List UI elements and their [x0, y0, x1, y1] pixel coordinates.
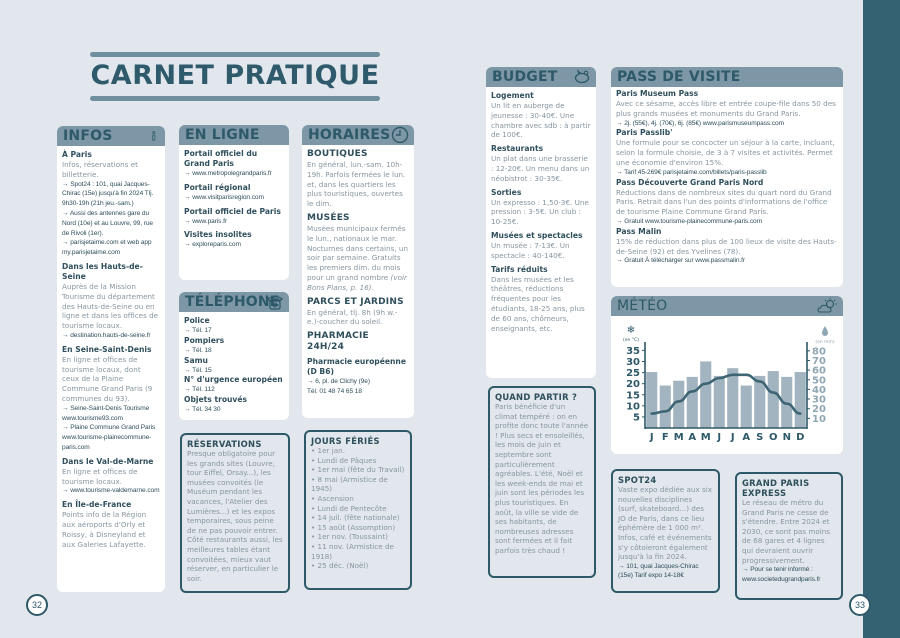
pass-visite-body [611, 87, 843, 270]
infos-link[interactable]: → Seine-Saint-Denis Tourisme www.tourisme93.com [62, 404, 150, 422]
precip-bar [768, 371, 779, 428]
meteo-title: MÉTÉO [617, 298, 668, 314]
holiday-label: 14 juil. (fête nationale) [317, 513, 400, 523]
month-label: J [730, 432, 735, 443]
horaires-header [302, 125, 414, 145]
phone-number[interactable]: → Tél. 17 [184, 327, 212, 334]
pass-link[interactable]: → Tarif 45-269€ parisjetaime.com/billets/paris-passlib [616, 168, 767, 176]
pass-visite-header [611, 67, 843, 87]
holiday-item: • 1er mai (fête du Travail) [311, 465, 405, 475]
month-label: D [796, 432, 805, 443]
quand-partir-title: QUAND PARTIR ? [495, 392, 578, 402]
holiday-item: • 11 nov. (Armistice de 1918) [311, 541, 394, 561]
holiday-label: Ascension [317, 493, 354, 503]
en-ligne-body [179, 145, 289, 254]
pass-text: Une formule pour se concocter un séjour à la carte, incluant, selon la formule choisie, de 3 à 7 visites et activités. Permet une économie d'environ 15%. [616, 138, 835, 167]
jours-feries-list [311, 446, 405, 571]
budget-section-title: Tarifs réduits [491, 264, 548, 274]
horaires-section-text: En général, lun.-sam. 10h-19h. Parfois fermées le lun. et, dans les quartiers les plus touristiques, ouvertes le dim. [307, 160, 406, 209]
rain-drop-icon [822, 326, 828, 336]
month-label: O [768, 432, 778, 443]
infos-body [57, 146, 165, 553]
horaires-section-title: PHARMACIE 24H/24 [307, 331, 369, 353]
infos-link[interactable]: → Plaine Commune Grand Paris www.tourisme-plainecommune-paris.com [62, 424, 156, 451]
right-tick-label: 60 [812, 365, 826, 377]
month-label: A [688, 432, 697, 443]
pass-text: 15% de réduction dans plus de 100 lieux de visite des Hauts-de-Seine (92) et des Yvelines (78). [616, 236, 837, 256]
budget-section-title: Logement [491, 91, 534, 100]
right-tick-label: 20 [812, 404, 826, 416]
pharmacy-link[interactable]: → 6, pl. de Clichy (9e) [307, 378, 370, 386]
clock-icon [391, 126, 409, 144]
telephone-title: TÉLÉPHONE [185, 294, 280, 310]
snowflake-icon: ❄ [626, 325, 636, 336]
grand-paris-express-title: GRAND PARIS EXPRESS [742, 478, 810, 498]
holiday-label: 1er nov. (Toussaint) [317, 532, 388, 542]
page-title-block [90, 52, 380, 101]
month-label: A [742, 432, 751, 443]
holiday-item: • Lundi de Pentecôte [311, 503, 387, 513]
budget-title: BUDGET [492, 69, 558, 85]
left-tick-label: 15 [626, 390, 640, 402]
en-ligne-card [179, 125, 289, 280]
phone-number[interactable]: → Tél. 15 [184, 366, 212, 374]
en-ligne-header [179, 125, 289, 145]
precip-bar [660, 386, 671, 428]
climate-chart [611, 316, 843, 443]
holiday-label: 15 août (Assomption) [317, 522, 396, 532]
grand-paris-express-text: Le réseau de métro du Grand Paris ne cesse de s'étendre. Entre 2024 et 2030, ce sont pas moins de 68 gares et 4 lignes qui devraient ouvrir progressivement. [742, 498, 831, 565]
infos-link[interactable]: → Spot24 : 101, quai Jacques-Chirac (15e) jusqu'à fin 2024 Tlj. 9h30-19h (21h jeu.-sam.) [62, 180, 154, 208]
info-icon [151, 127, 161, 145]
holiday-label: Lundi de Pâques [317, 455, 377, 465]
left-tick-label: 30 [626, 357, 640, 369]
infos-section-text: Infos, réservations et billetterie. [62, 160, 138, 179]
title-rule-bottom [90, 96, 380, 101]
infos-card [57, 126, 165, 592]
pass-visite-title: PASS DE VISITE [617, 69, 741, 85]
pass-title: Pass Malin [616, 226, 662, 236]
right-tick-label: 30 [812, 394, 826, 406]
infos-section-title: Dans le Val-de-Marne [62, 456, 154, 466]
budget-section-title: Restaurants [491, 144, 544, 154]
pass-text: Réductions dans de nombreux sites du quart nord du Grand Paris. Retrait dans l'un des points d'informations de l'office de tourisme Plaine Commune Grand Paris. [616, 187, 832, 217]
right-tick-label: 40 [812, 384, 826, 396]
jours-feries-box [304, 430, 412, 590]
holiday-label: Lundi de Pentecôte [317, 503, 387, 513]
en-ligne-item-title: Portail officiel de Paris [184, 206, 281, 216]
holiday-label: 25 déc. (Noël) [317, 561, 369, 571]
meteo-header [611, 296, 843, 316]
page-number-right: 33 [849, 594, 871, 616]
precip-bar [727, 368, 738, 428]
phone-label: N° d'urgence européen [184, 375, 283, 385]
phone-number[interactable]: → Tél. 34 30 [184, 406, 221, 414]
left-tick-label: 20 [626, 379, 640, 391]
infos-link[interactable]: → www.tourisme-valdemarne.com [62, 487, 160, 495]
budget-card [486, 67, 596, 378]
budget-section-text: Un plat dans une brasserie : 12-20€. Un menu dans un néobistrot : 30-35€. [491, 154, 590, 183]
pass-link[interactable]: → 2j. (55€), 4j. (70€), 6j. (85€) www.parismuseumpass.com [616, 119, 784, 127]
pharmacy-name: Pharmacie européenne (D B6) [307, 357, 406, 377]
month-label: S [756, 432, 764, 443]
left-axis-unit: (en °C) [623, 338, 639, 343]
spot24-box [611, 469, 720, 593]
budget-body [486, 87, 596, 337]
horaires-section-note: (voir Bons Plans, p. 16). [307, 272, 407, 292]
infos-section-title: Dans les Hauts-de-Seine [62, 261, 143, 281]
en-ligne-link[interactable]: → www.visitparisregion.com [184, 193, 264, 201]
right-tick-label: 50 [812, 375, 826, 387]
pharmacy-link[interactable]: Tél. 01 48 74 65 18 [307, 387, 362, 395]
infos-link[interactable]: → destination.hauts-de-seine.fr [62, 331, 151, 339]
budget-section-text: Dans les musées et les théâtres, réductions fréquentes pour les étudiants, 18-25 ans, plus de 60 ans, chômeurs, enseignants, etc. [491, 274, 585, 333]
pass-title: Paris Passlib' [616, 128, 673, 138]
horaires-section-title: MUSÉES [307, 212, 350, 223]
month-label: M [673, 432, 684, 443]
pass-title: Pass Découverte Grand Paris Nord [616, 177, 764, 187]
grand-paris-express-link[interactable]: → Pour se tenir informé : www.societedugrandparis.fr [742, 566, 821, 583]
month-label: J [649, 432, 654, 443]
budget-section-text: Un musée : 7-13€. Un spectacle : 40-140€. [491, 240, 570, 260]
climate-chart-svg [611, 316, 843, 454]
horaires-section-text: Musées municipaux fermés le lun., nationaux le mar. Nocturnes dans certains, un soir par semaine. Gratuits les premiers dim. du mois pour un grand nombre (voir Bons Plans, p. 16). [307, 223, 409, 292]
infos-section-text: Points info de la Région aux aéroports d'Orly et Roissy, à Disneyland et aux Galeries Lafayette. [62, 510, 147, 549]
right-tick-label: 70 [812, 355, 826, 367]
en-ligne-item-title: Portail officiel du Grand Paris [184, 149, 258, 168]
budget-section-text: Un lit en auberge de jeunesse : 30-40€. Une chambre avec sdb : à partir de 100€. [491, 101, 591, 140]
horaires-body [302, 145, 414, 401]
infos-title: INFOS [63, 128, 113, 144]
page-number-left: 32 [26, 594, 48, 616]
telephone-icon [266, 293, 284, 311]
reservations-box [180, 433, 290, 593]
phone-number[interactable]: → Tél. 18 [184, 346, 212, 354]
month-label: M [700, 432, 711, 443]
month-label: J [717, 432, 722, 443]
holiday-item: • 8 mai (Armistice de 1945) [311, 474, 388, 494]
telephone-header [179, 292, 289, 312]
en-ligne-link[interactable]: → www.metropolegrandparis.fr [184, 170, 272, 177]
infos-section-title: En Seine-Saint-Denis [62, 344, 152, 354]
right-tick-label: 80 [812, 346, 826, 358]
quand-partir-box [488, 386, 596, 578]
holiday-item: • 1er nov. (Toussaint) [311, 532, 388, 542]
phone-label: Samu [184, 355, 208, 365]
page-title: CARNET PRATIQUE [90, 60, 380, 91]
left-tick-label: 10 [626, 401, 640, 413]
holiday-item: • Lundi de Pâques [311, 455, 377, 465]
budget-header [486, 67, 596, 87]
spot24-title: SPOT24 [618, 475, 657, 485]
en-ligne-item-title: Portail régional [184, 182, 251, 192]
phone-label: Pompiers [184, 335, 225, 345]
horaires-title: HORAIRES [308, 127, 391, 143]
infos-link[interactable]: → Aussi des antennes gare du Nord (10e) et au Louvre, 99, rue de Rivoli (1er). [62, 209, 153, 237]
budget-section-title: Musées et spectacles [491, 230, 583, 240]
precip-bar [646, 372, 657, 428]
right-axis-unit: (en mm) [815, 340, 835, 345]
left-tick-label: 35 [626, 345, 640, 357]
title-rule-top [90, 52, 380, 57]
holiday-label: 8 mai (Armistice de 1945) [311, 474, 388, 494]
telephone-body [179, 312, 289, 419]
phone-label: Police [184, 316, 210, 325]
holiday-label: 1er mai (fête du Travail) [317, 465, 405, 475]
budget-section-title: Sorties [491, 187, 522, 197]
phone-number[interactable]: → Tél. 112 [184, 386, 215, 394]
phone-label: Objets trouvés [184, 395, 248, 405]
infos-section-title: En Île-de-France [62, 500, 132, 510]
quand-partir-text: Paris bénéficie d'un climat tempéré : on en profite donc toute l'année ! Plus secs et ensoleillés, les mois de juin et septembre sont particulièrement agréables. L'été, Noël et les week-ends de mai et juin sont les périodes les plus touristiques. En août, la ville se vide de ses habitants, de nombreuses adresses sont fermées et il fait parfois très chaud ! [495, 402, 589, 555]
infos-section-text: En ligne et offices de tourisme locaux, dont ceux de la Plaine Commune Grand Paris (9 communes du 93). [62, 354, 153, 403]
jours-feries-title: JOURS FÉRIÉS [311, 436, 380, 446]
horaires-section-title: PARCS ET JARDINS [307, 296, 404, 307]
precip-bar [714, 376, 725, 428]
pass-link[interactable]: → Gratuit À télécharger sur www.passmalin.fr [616, 257, 745, 265]
holiday-item: • 25 déc. (Noël) [311, 561, 369, 571]
infos-section-title: À Paris [62, 150, 92, 159]
meteo-card [611, 296, 843, 454]
cloud-sun-icon [816, 297, 838, 315]
month-label: F [661, 432, 669, 443]
pass-link[interactable]: → Gratuit www.tourisme-plainecommune-paris.com [616, 217, 763, 225]
horaires-card [302, 125, 414, 418]
page-spine [863, 0, 900, 638]
reservations-text: Presque obligatoire pour les grands sites (Louvre, tour Eiffel, Orsay...), les musées convoités (le Muséum pendant les vacances, l'Atelier des Lumières...) et les expos temporaires, sous peine de ne pas pouvoir entrer. Côté restaurants aussi, les meilleures tables étant convoitées, mieux vaut réserver, en particulier le soir. [187, 449, 283, 583]
precip-bar [687, 377, 698, 428]
left-tick-label: 25 [626, 368, 640, 380]
holiday-item: • 1er jan. [311, 446, 346, 455]
holiday-label: 11 nov. (Armistice de 1918) [311, 541, 394, 561]
precip-bar [795, 372, 806, 428]
infos-section-text: En ligne et offices de tourisme locaux. [62, 466, 138, 486]
budget-section-text: Un expresso : 1,50-3€. Une pression : 3-5€. Un club : 10-25€. [491, 197, 589, 227]
infos-link[interactable]: → parisjetaime.com et web app my.parisjetaime.com [62, 239, 152, 257]
spot24-text: Vaste expo dédiée aux six nouvelles disciplines (surf, skateboard...) des JO de Paris, dans ce lieu éphémère de 1 000 m². Infos, café et événements s'y côtoieront également jusqu'à la fin 2024. [618, 485, 712, 562]
spot24-link[interactable]: → 101, quai Jacques-Chirac (15e) Tarif expo 14-18€ [618, 562, 699, 580]
holiday-label: 1er jan. [317, 446, 346, 455]
en-ligne-item-title: Visites insolites [184, 230, 252, 240]
en-ligne-link[interactable]: → exploreparis.com [184, 241, 241, 249]
right-tick-label: 10 [812, 413, 826, 425]
piggy-bank-icon [573, 68, 591, 86]
pass-title: Paris Museum Pass [616, 89, 699, 98]
horaires-section-text: En général, tlj. 8h (9h w.-e.)-coucher du soleil. [307, 307, 398, 327]
holiday-item: • Ascension [311, 493, 354, 503]
infos-header [57, 126, 165, 146]
telephone-card [179, 292, 289, 420]
horaires-section-title: BOUTIQUES [307, 149, 368, 159]
en-ligne-title: EN LIGNE [185, 127, 260, 143]
precip-bar [700, 361, 711, 428]
reservations-title: RÉSERVATIONS [187, 439, 262, 449]
pass-visite-card [611, 67, 843, 287]
holiday-item: • 14 juil. (fête nationale) [311, 513, 400, 523]
month-label: N [782, 432, 791, 443]
pass-text: Avec ce sésame, accès libre et entrée coupe-file dans 50 des plus grands musées et monuments du Grand Paris. [616, 99, 836, 118]
holiday-item: • 15 août (Assomption) [311, 522, 396, 532]
grand-paris-express-box [735, 472, 843, 600]
infos-section-text: Auprès de la Mission Tourisme du département des Hauts-de-Seine ou en ligne et dans les offices de tourisme locaux. [62, 281, 159, 331]
left-tick-label: 5 [633, 412, 640, 424]
precip-bar [741, 386, 752, 428]
en-ligne-link[interactable]: → www.paris.fr [184, 217, 227, 225]
